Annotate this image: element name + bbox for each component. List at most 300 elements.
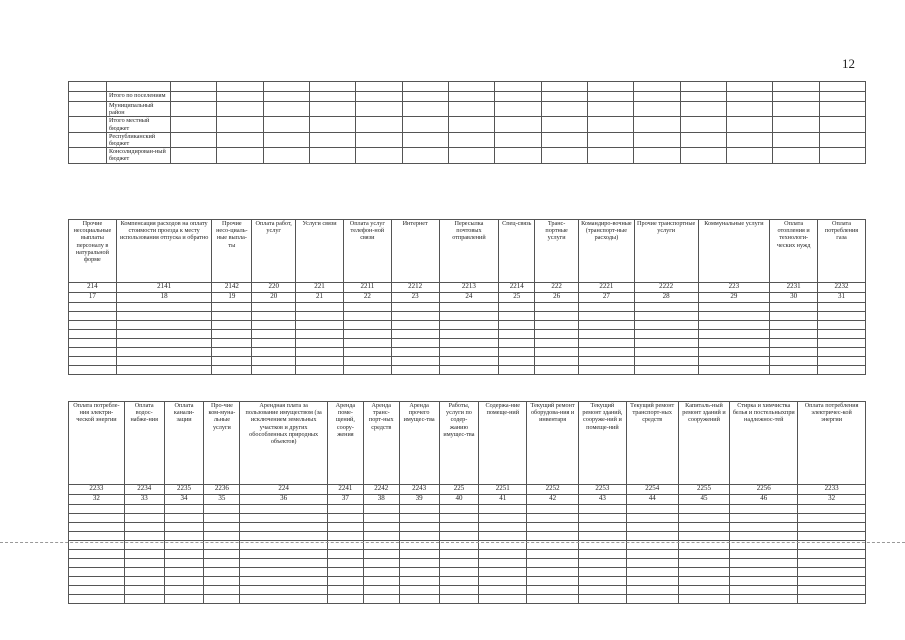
table-cell xyxy=(69,348,117,357)
table-cell xyxy=(399,577,439,586)
column-number-cell: 46 xyxy=(730,495,798,505)
code-cell: 2233 xyxy=(69,485,125,495)
table-cell xyxy=(363,532,399,541)
table-cell xyxy=(634,339,698,348)
table-cell xyxy=(499,357,535,366)
table-cell xyxy=(240,586,328,595)
table-cell xyxy=(818,339,866,348)
table-cell xyxy=(495,132,541,147)
table-cell xyxy=(217,82,263,92)
table-cell xyxy=(479,595,527,604)
column-number-cell: 31 xyxy=(818,293,866,303)
column-header: Про-чие ком-муна-льные услуги xyxy=(204,402,240,485)
table-cell xyxy=(356,92,402,102)
table-cell xyxy=(217,148,263,163)
table-cell xyxy=(479,577,527,586)
table-cell xyxy=(164,514,204,523)
table-cell xyxy=(770,303,818,312)
table-row xyxy=(69,357,866,366)
table-cell xyxy=(69,577,125,586)
column-number-cell: 30 xyxy=(770,293,818,303)
table-cell xyxy=(448,117,494,132)
table-cell xyxy=(819,117,865,132)
code-cell: 2142 xyxy=(212,283,252,293)
column-header: Текущий ремонт зданий, сооруже-ний и помеще-ний xyxy=(579,402,627,485)
table-cell xyxy=(587,82,633,92)
table-cell xyxy=(252,312,296,321)
table-cell xyxy=(124,505,164,514)
table-cell xyxy=(402,132,448,147)
table-cell xyxy=(164,559,204,568)
table-cell xyxy=(240,523,328,532)
code-cell: 2243 xyxy=(399,485,439,495)
table-cell xyxy=(116,357,212,366)
table-cell xyxy=(678,586,730,595)
table-cell xyxy=(527,514,579,523)
table-cell xyxy=(579,339,635,348)
table-cell xyxy=(626,514,678,523)
table-cell xyxy=(252,303,296,312)
table-cell xyxy=(579,321,635,330)
column-number-cell: 27 xyxy=(579,293,635,303)
table-cell xyxy=(402,148,448,163)
table-cell xyxy=(399,595,439,604)
table-cell xyxy=(204,568,240,577)
table-cell xyxy=(439,330,499,339)
table-cell xyxy=(69,92,107,102)
code-cell: 2211 xyxy=(343,283,391,293)
table-cell xyxy=(327,514,363,523)
table-cell xyxy=(164,568,204,577)
table-cell xyxy=(818,348,866,357)
table-cell xyxy=(164,550,204,559)
table-cell xyxy=(69,303,117,312)
table-cell xyxy=(391,366,439,375)
table-cell xyxy=(448,148,494,163)
table-cell xyxy=(499,339,535,348)
table-cell xyxy=(479,514,527,523)
column-number-cell: 41 xyxy=(479,495,527,505)
table-cell xyxy=(730,550,798,559)
table-cell xyxy=(439,550,479,559)
column-header: Компенсация расходов на оплату стоимости проезда к месту использования отпуска и обратно xyxy=(116,220,212,283)
column-header: Аренда транс-порт-ных средств xyxy=(363,402,399,485)
column-header: Спец-связь xyxy=(499,220,535,283)
table-cell xyxy=(680,148,726,163)
table-cell xyxy=(116,303,212,312)
table-cell xyxy=(499,366,535,375)
table-cell xyxy=(587,117,633,132)
column-header: Оплата услуг телефон-ной связи xyxy=(343,220,391,283)
table-cell xyxy=(363,514,399,523)
table-cell xyxy=(171,117,217,132)
table-cell xyxy=(399,532,439,541)
table-cell xyxy=(402,117,448,132)
column-header: Транс-портные услуги xyxy=(535,220,579,283)
column-number-cell: 24 xyxy=(439,293,499,303)
table-cell xyxy=(579,559,627,568)
table-cell xyxy=(327,595,363,604)
table-cell xyxy=(309,82,355,92)
table-cell xyxy=(252,321,296,330)
table-cell xyxy=(69,586,125,595)
table-cell xyxy=(391,348,439,357)
table-cell xyxy=(798,559,866,568)
table-cell xyxy=(69,148,107,163)
code-cell: 2232 xyxy=(818,283,866,293)
table-cell xyxy=(124,586,164,595)
table-cell xyxy=(678,559,730,568)
table-cell xyxy=(217,132,263,147)
table-cell xyxy=(363,550,399,559)
table-cell xyxy=(587,102,633,117)
table-cell xyxy=(770,312,818,321)
table-cell xyxy=(773,92,819,102)
table-cell xyxy=(343,348,391,357)
table-cell xyxy=(535,321,579,330)
table-cell xyxy=(730,523,798,532)
column-header: Текущий ремонт оборудова-ния и инвентаря xyxy=(527,402,579,485)
table-cell xyxy=(217,117,263,132)
table-cell xyxy=(495,102,541,117)
code-cell: 2253 xyxy=(579,485,627,495)
code-cell: 224 xyxy=(240,485,328,495)
table-cell xyxy=(479,550,527,559)
table-cell xyxy=(69,330,117,339)
column-number-cell: 37 xyxy=(327,495,363,505)
table-cell xyxy=(479,559,527,568)
table-cell xyxy=(363,568,399,577)
column-header: Прочие несо-циаль-ные выпла-ты xyxy=(212,220,252,283)
table-cell xyxy=(680,102,726,117)
table-cell xyxy=(240,595,328,604)
table-cell xyxy=(527,523,579,532)
table-cell xyxy=(819,82,865,92)
table-cell xyxy=(527,568,579,577)
table-cell xyxy=(579,586,627,595)
table-cell xyxy=(363,505,399,514)
table-cell xyxy=(634,366,698,375)
table-cell xyxy=(296,348,344,357)
table-row xyxy=(69,366,866,375)
table-cell xyxy=(626,532,678,541)
table-cell xyxy=(698,339,770,348)
table-cell xyxy=(164,532,204,541)
code-cell: 2214 xyxy=(499,283,535,293)
code-row xyxy=(69,485,866,495)
code-cell: 2141 xyxy=(116,283,212,293)
table-cell xyxy=(680,82,726,92)
table-cell xyxy=(798,577,866,586)
table-cell xyxy=(587,132,633,147)
table-cell xyxy=(541,92,587,102)
column-header: Прочие несоциальные выплаты персоналу в натуральной форме xyxy=(69,220,117,283)
dashed-cut-line xyxy=(0,542,905,543)
table-cell xyxy=(327,505,363,514)
table-cell xyxy=(399,523,439,532)
table-cell xyxy=(439,559,479,568)
table-cell xyxy=(626,523,678,532)
table-cell xyxy=(391,357,439,366)
table-cell xyxy=(391,303,439,312)
table-cell xyxy=(698,312,770,321)
table-cell xyxy=(579,348,635,357)
table-cell xyxy=(626,595,678,604)
code-cell: 2242 xyxy=(363,485,399,495)
table-cell xyxy=(217,102,263,117)
table-cell xyxy=(399,550,439,559)
column-header: Оплата потребления газа xyxy=(818,220,866,283)
table-cell xyxy=(439,321,499,330)
table-cell xyxy=(343,339,391,348)
column-number-cell: 17 xyxy=(69,293,117,303)
table-cell xyxy=(399,586,439,595)
table-cell xyxy=(399,568,439,577)
table-cell xyxy=(678,523,730,532)
table-cell xyxy=(69,339,117,348)
table-cell xyxy=(164,505,204,514)
table-cell xyxy=(541,132,587,147)
column-header: Коммунальные услуги xyxy=(698,220,770,283)
table-cell xyxy=(499,348,535,357)
table-cell xyxy=(479,505,527,514)
table-cell xyxy=(773,132,819,147)
table-row xyxy=(69,595,866,604)
table-cell xyxy=(634,148,680,163)
column-header: Услуги связи xyxy=(296,220,344,283)
table-cell xyxy=(678,514,730,523)
table-cell xyxy=(448,92,494,102)
budget-row xyxy=(69,148,866,163)
table-cell xyxy=(240,505,328,514)
table-cell xyxy=(399,505,439,514)
table-cell xyxy=(527,550,579,559)
table-cell xyxy=(798,505,866,514)
table-cell xyxy=(171,102,217,117)
table-cell xyxy=(439,303,499,312)
table-cell xyxy=(116,312,212,321)
table-cell xyxy=(499,321,535,330)
table-cell xyxy=(69,559,125,568)
table-cell xyxy=(535,303,579,312)
table-cell xyxy=(818,321,866,330)
table-cell xyxy=(309,132,355,147)
table-cell xyxy=(124,514,164,523)
budget-row xyxy=(69,117,866,132)
table-cell xyxy=(730,568,798,577)
table-cell xyxy=(730,577,798,586)
table-cell xyxy=(240,550,328,559)
table-cell xyxy=(448,102,494,117)
table-cell xyxy=(587,148,633,163)
table-cell xyxy=(263,132,309,147)
table-cell xyxy=(296,312,344,321)
table-cell xyxy=(69,357,117,366)
column-header: Аренда прочего имущес-тва xyxy=(399,402,439,485)
table-cell xyxy=(730,514,798,523)
column-number-cell: 29 xyxy=(698,293,770,303)
column-number-row xyxy=(69,293,866,303)
table-cell xyxy=(698,330,770,339)
code-cell: 222 xyxy=(535,283,579,293)
table-cell xyxy=(263,92,309,102)
table-cell xyxy=(69,132,107,147)
table-cell xyxy=(69,550,125,559)
table-cell xyxy=(527,577,579,586)
table-cell xyxy=(263,148,309,163)
table-cell xyxy=(391,312,439,321)
table-row xyxy=(69,303,866,312)
table-cell xyxy=(204,514,240,523)
code-cell: 2251 xyxy=(479,485,527,495)
table-cell xyxy=(678,577,730,586)
budget-row-label: Итого по поселениям xyxy=(107,92,171,102)
table-cell xyxy=(579,303,635,312)
table-cell xyxy=(479,523,527,532)
code-cell: 2256 xyxy=(730,485,798,495)
table-cell xyxy=(217,92,263,102)
column-number-cell: 38 xyxy=(363,495,399,505)
table-row xyxy=(69,330,866,339)
table-row xyxy=(69,568,866,577)
table-cell xyxy=(171,132,217,147)
table-cell xyxy=(391,321,439,330)
table-cell xyxy=(391,339,439,348)
table-cell xyxy=(626,559,678,568)
table-cell xyxy=(439,595,479,604)
table-cell xyxy=(171,82,217,92)
table-row xyxy=(69,321,866,330)
column-number-cell: 39 xyxy=(399,495,439,505)
table-row xyxy=(69,532,866,541)
table-cell xyxy=(69,117,107,132)
code-cell: 225 xyxy=(439,485,479,495)
table-cell xyxy=(730,505,798,514)
table-cell xyxy=(204,523,240,532)
table-cell xyxy=(124,550,164,559)
table-cell xyxy=(579,550,627,559)
table-cell xyxy=(309,92,355,102)
table-cell xyxy=(726,82,772,92)
table-cell xyxy=(579,523,627,532)
column-number-cell: 45 xyxy=(678,495,730,505)
budget-level-table xyxy=(68,81,866,164)
table-cell xyxy=(535,339,579,348)
table-cell xyxy=(819,132,865,147)
table-cell xyxy=(634,303,698,312)
budget-row-label: Консолидирован-ный бюджет xyxy=(107,148,171,163)
table-cell xyxy=(252,330,296,339)
table-cell xyxy=(495,117,541,132)
budget-row-label: Муниципальный район xyxy=(107,102,171,117)
table-cell xyxy=(579,312,635,321)
table-row xyxy=(69,312,866,321)
table-cell xyxy=(479,532,527,541)
code-cell: 2212 xyxy=(391,283,439,293)
column-number-cell: 36 xyxy=(240,495,328,505)
column-number-cell: 19 xyxy=(212,293,252,303)
table-cell xyxy=(730,532,798,541)
table-cell xyxy=(296,303,344,312)
table-cell xyxy=(499,312,535,321)
table-cell xyxy=(678,595,730,604)
table-cell xyxy=(495,82,541,92)
table-cell xyxy=(798,514,866,523)
table-cell xyxy=(818,366,866,375)
table-cell xyxy=(770,357,818,366)
table-cell xyxy=(296,357,344,366)
column-header: Содержа-ние помеще-ний xyxy=(479,402,527,485)
table-cell xyxy=(69,595,125,604)
column-header: Оплата канали-зации xyxy=(164,402,204,485)
table-cell xyxy=(69,523,125,532)
table-cell xyxy=(69,366,117,375)
table-cell xyxy=(263,117,309,132)
table-cell xyxy=(439,505,479,514)
table-cell xyxy=(240,532,328,541)
table-cell xyxy=(770,330,818,339)
table-cell xyxy=(439,523,479,532)
column-number-row xyxy=(69,495,866,505)
budget-row xyxy=(69,82,866,92)
table-cell xyxy=(164,595,204,604)
table-cell xyxy=(240,577,328,586)
table-cell xyxy=(116,330,212,339)
column-header: Оплата потребле-ния электри-ческой энергии xyxy=(69,402,125,485)
table-cell xyxy=(363,523,399,532)
table-cell xyxy=(680,117,726,132)
column-number-cell: 18 xyxy=(116,293,212,303)
table-cell xyxy=(678,532,730,541)
table-cell xyxy=(363,595,399,604)
table-cell xyxy=(773,148,819,163)
table-cell xyxy=(252,339,296,348)
table-cell xyxy=(116,339,212,348)
table-row xyxy=(69,559,866,568)
code-cell: 2221 xyxy=(579,283,635,293)
code-cell: 214 xyxy=(69,283,117,293)
table-cell xyxy=(730,586,798,595)
table-cell xyxy=(698,357,770,366)
table-cell xyxy=(770,366,818,375)
table-cell xyxy=(212,348,252,357)
column-number-cell: 26 xyxy=(535,293,579,303)
table-cell xyxy=(579,357,635,366)
table-cell xyxy=(363,586,399,595)
table-cell xyxy=(124,577,164,586)
table-cell xyxy=(634,330,698,339)
budget-row xyxy=(69,102,866,117)
column-number-cell: 33 xyxy=(124,495,164,505)
table-cell xyxy=(818,312,866,321)
column-number-cell: 28 xyxy=(634,293,698,303)
table-cell xyxy=(240,568,328,577)
column-number-cell: 23 xyxy=(391,293,439,303)
table-cell xyxy=(726,132,772,147)
table-row xyxy=(69,523,866,532)
column-header: Капиталь-ный ремонт зданий и сооружений xyxy=(678,402,730,485)
table-cell xyxy=(439,348,499,357)
table-cell xyxy=(634,102,680,117)
budget-row xyxy=(69,132,866,147)
table-cell xyxy=(527,595,579,604)
table-cell xyxy=(798,595,866,604)
table-cell xyxy=(363,559,399,568)
table-cell xyxy=(819,148,865,163)
column-number-cell: 22 xyxy=(343,293,391,303)
column-number-cell: 42 xyxy=(527,495,579,505)
table-cell xyxy=(356,132,402,147)
